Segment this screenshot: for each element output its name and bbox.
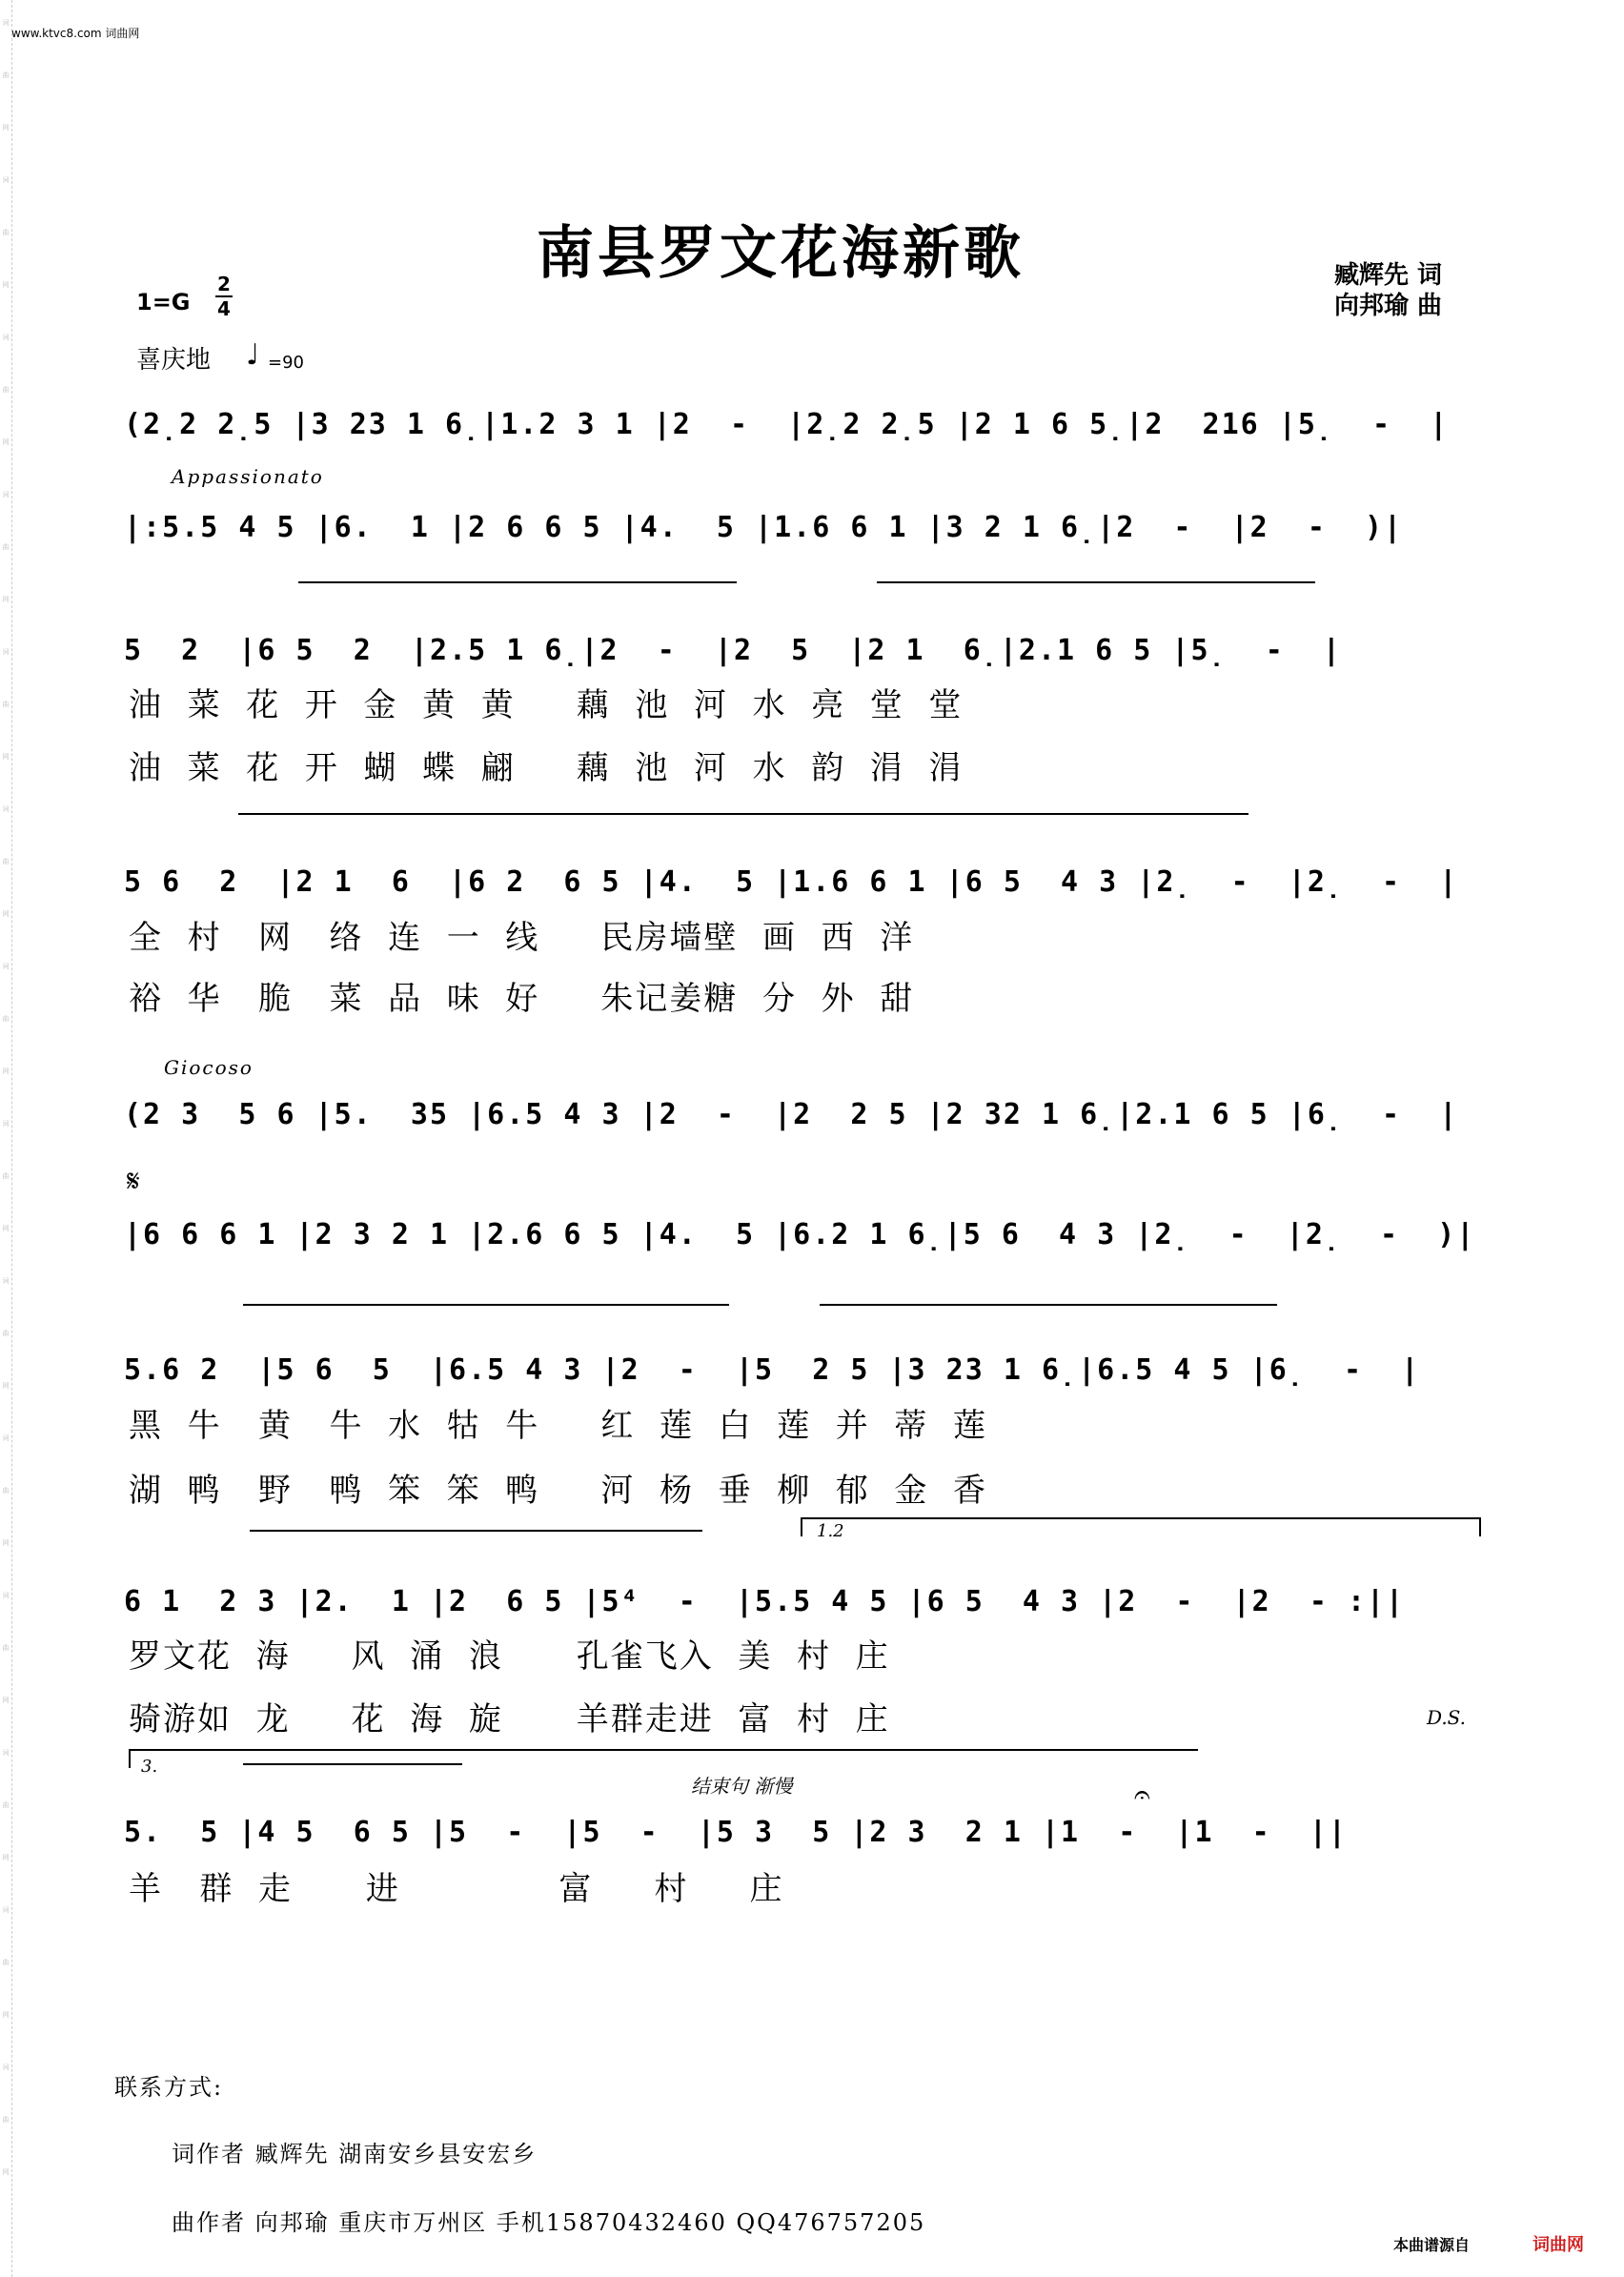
segno-icon: 𝄋 [127, 1163, 140, 1199]
appassionato-mark: Appassionato [172, 465, 324, 488]
time-signature: 2 4 [213, 274, 234, 319]
watermark-char: 网 [2, 281, 10, 289]
lyric-line: 湖 鸭 野 鸭 笨 笨 鸭 河 杨 垂 柳 郁 金 香 [129, 1472, 988, 1510]
lyric-line: 黑 牛 黄 牛 水 牯 牛 红 莲 白 莲 并 蒂 莲 [129, 1407, 988, 1445]
watermark-char: 曲 [2, 2116, 10, 2124]
lyricist-contact: 词作者 臧辉先 湖南安乡县安宏乡 [172, 2141, 538, 2167]
phrase-line [877, 581, 1315, 583]
watermark-char: 网 [2, 596, 10, 603]
watermark-char: 曲 [2, 1801, 10, 1809]
key-signature: 1=G [136, 289, 191, 315]
watermark-char: 网 [2, 1539, 10, 1547]
staff-line-1 [124, 408, 1496, 465]
watermark-char: 曲 [2, 1644, 10, 1652]
staff-notes: (2̣2 2̣5 |3 23 1 6̣|1.2 3 1 |2 - |2̣2 2̣5 |2 1 6 5̣|2 216 |5̣ - | [124, 408, 1450, 441]
staff-notes: (2 3 5 6 |5. 35 |6.5 4 3 |2 - |2 2 5 |2 32 1 6̣|2.1 6 5 |6̣ - | [124, 1098, 1459, 1131]
watermark-char: 网 [2, 1382, 10, 1390]
watermark-char: 曲 [2, 229, 10, 236]
watermark-char: 词 [2, 2064, 10, 2071]
watermark-char: 词 [2, 491, 10, 498]
footer-source: 本曲谱源自 [1393, 2236, 1471, 2254]
tempo-value: =90 [268, 353, 304, 373]
watermark-char: 词 [2, 176, 10, 184]
staff-notes: |6 6 6 1 |2 3 2 1 |2.6 6 5 |4. 5 |6.2 1 6̣|5 6 4 3 |2̣ - |2̣ - )| [124, 1218, 1476, 1251]
watermark-char: 曲 [2, 1015, 10, 1023]
phrase-line [298, 581, 737, 583]
site-url: www.ktvc8.com 词曲网 [11, 27, 140, 40]
volta-bracket-3 [129, 1749, 1198, 1768]
phrase-line [250, 1530, 702, 1532]
watermark-char: 网 [2, 438, 10, 446]
watermark-char: 网 [2, 124, 10, 132]
lyric-line: 罗文花 海 风 涌 浪 孔雀飞入 美 村 庄 [129, 1637, 890, 1676]
contact-label: 联系方式: [114, 2074, 224, 2101]
staff-line-5 [124, 1098, 1496, 1155]
watermark-char: 网 [2, 1854, 10, 1861]
tempo-text: 喜庆地 [136, 346, 212, 375]
watermark-char: 词 [2, 1120, 10, 1128]
footer-logo: 词曲网 [1533, 2235, 1584, 2255]
watermark-char: 词 [2, 1277, 10, 1285]
volta-label-3: 3. [141, 1757, 158, 1777]
composer-credit: 向邦瑜 曲 [1334, 292, 1443, 320]
staff-notes: 5. 5 |4 5 6 5 |5 - |5 - |5 3 5 |2 3 2 1 |1 - |1 - || [124, 1816, 1348, 1849]
watermark-char: 曲 [2, 543, 10, 551]
lyric-line: 油 菜 花 开 蝴 蝶 翩 藕 池 河 水 韵 涓 涓 [129, 749, 964, 787]
quarter-note-icon: ♩ [246, 338, 260, 372]
watermark-char: 网 [2, 1067, 10, 1075]
ending-phrase: 结束句 渐慢 [691, 1775, 793, 1798]
watermark-char: 网 [2, 753, 10, 761]
phrase-line [243, 1304, 729, 1306]
composer-contact: 曲作者 向邦瑜 重庆市万州区 手机15870432460 QQ476757205 [172, 2209, 926, 2236]
lyric-line: 羊 群 走 进 富 村 庄 [129, 1870, 784, 1908]
watermark-char: 曲 [2, 858, 10, 865]
staff-notes: |:5.5 4 5 |6. 1 |2 6 6 5 |4. 5 |1.6 6 1 |3 2 1 6̣|2 - |2 - )| [124, 511, 1404, 544]
staff-line-2 [124, 511, 1496, 568]
phrase-line [238, 813, 1248, 815]
staff-line-6 [124, 1218, 1496, 1275]
fermata-icon: 𝄐 [1134, 1779, 1150, 1812]
watermark-char: 词 [2, 1434, 10, 1442]
song-title: 南县罗文花海新歌 [537, 220, 1025, 287]
watermark-char: 词 [2, 19, 10, 27]
lyric-line: 油 菜 花 开 金 黄 黄 藕 池 河 水 亮 堂 堂 [129, 686, 964, 724]
watermark-char: 词 [2, 1906, 10, 1914]
lyric-line: 裕 华 脆 菜 品 味 好 朱记姜糖 分 外 甜 [129, 980, 915, 1018]
watermark-char: 词 [2, 805, 10, 813]
staff-notes: 5 2 |6 5 2 |2.5 1 6̣|2 - |2 5 |2 1 6̣|2.1 6 5 |5̣ - | [124, 634, 1342, 667]
watermark-char: 曲 [2, 1959, 10, 1966]
lyricist-credit: 臧辉先 词 [1334, 261, 1443, 290]
staff-notes: 6 1 2 3 |2. 1 |2 6 5 |5⁴ - |5.5 4 5 |6 5 4 3 |2 - |2 - :|| [124, 1585, 1406, 1618]
ds-mark: D.S. [1427, 1706, 1467, 1729]
watermark-char: 曲 [2, 701, 10, 708]
giocoso-mark: Giocoso [164, 1056, 254, 1079]
phrase-line [820, 1304, 1277, 1306]
watermark-char: 网 [2, 910, 10, 918]
side-watermark-strip [0, 0, 12, 2277]
staff-notes: 5.6 2 |5 6 5 |6.5 4 3 |2 - |5 2 5 |3 23 1 6̣|6.5 4 5 |6̣ - | [124, 1353, 1421, 1387]
watermark-char: 曲 [2, 386, 10, 394]
lyric-line: 骑游如 龙 花 海 旋 羊群走进 富 村 庄 [129, 1700, 890, 1738]
watermark-char: 曲 [2, 1487, 10, 1494]
watermark-char: 曲 [2, 1172, 10, 1180]
watermark-char: 词 [2, 334, 10, 341]
volta-bracket-12 [801, 1517, 1481, 1536]
lyric-line: 全 村 网 络 连 一 线 民房墙壁 画 西 洋 [129, 919, 915, 957]
watermark-char: 词 [2, 648, 10, 656]
watermark-char: 网 [2, 2011, 10, 2019]
watermark-char: 曲 [2, 1330, 10, 1337]
volta-label-12: 1.2 [817, 1521, 844, 1541]
watermark-char: 词 [2, 1592, 10, 1599]
watermark-char: 网 [2, 1697, 10, 1704]
watermark-char: 网 [2, 1225, 10, 1232]
watermark-char: 曲 [2, 71, 10, 79]
staff-notes: 5 6 2 |2 1 6 |6 2 6 5 |4. 5 |1.6 6 1 |6 5 4 3 |2̣ - |2̣ - | [124, 865, 1459, 899]
watermark-char: 词 [2, 963, 10, 970]
watermark-char: 网 [2, 2168, 10, 2176]
watermark-char: 词 [2, 1749, 10, 1757]
